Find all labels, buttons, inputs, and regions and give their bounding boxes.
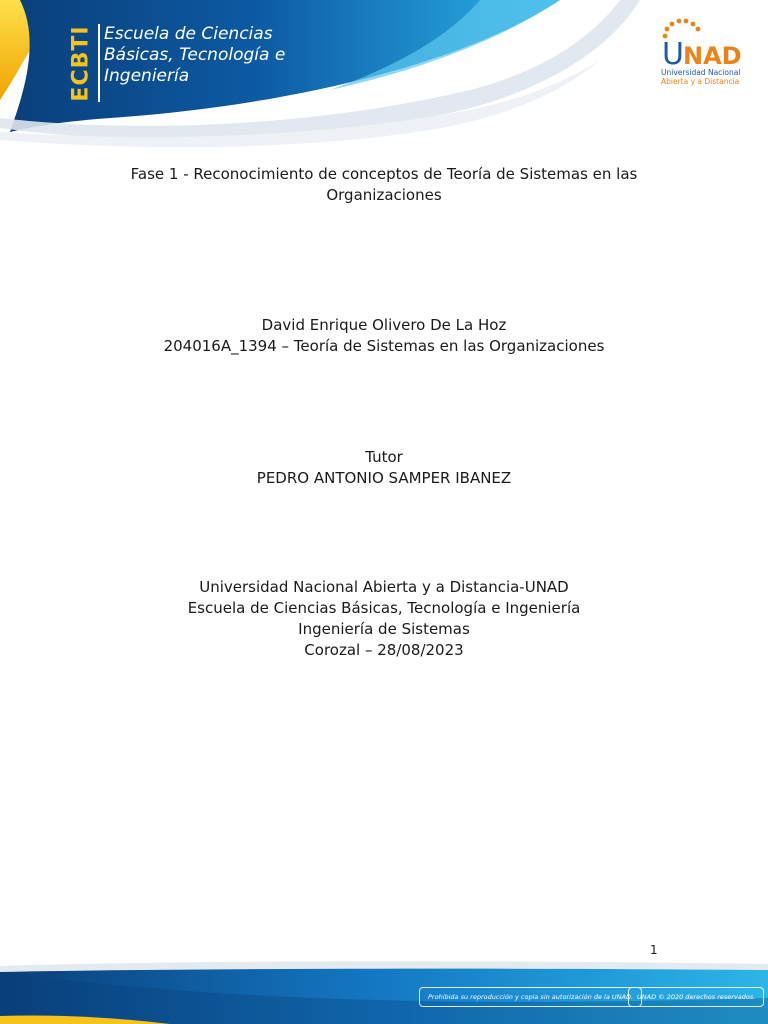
unad-logo-nad: NAD [683,42,742,70]
program-name: Ingeniería de Sistemas [298,620,470,638]
author-name: David Enrique Olivero De La Hoz [261,316,507,334]
footer-rights: UNAD © 2020 derechos reservados. [628,987,764,1007]
place-date: Corozal – 28/08/2023 [304,641,464,659]
school-line-3: Ingeniería [104,66,190,86]
tutor-name: PEDRO ANTONIO SAMPER IBANEZ [256,469,512,487]
tutor-block [0,447,768,489]
unad-logo-caption [661,68,740,86]
school-line-2: Básicas, Tecnología e [104,45,286,65]
tutor-label: Tutor [365,448,403,466]
school-line-1: Escuela de Ciencias [104,24,273,44]
unad-sub-line-1: Universidad Nacional [661,68,741,77]
header-divider [98,24,100,102]
university-name: Universidad Nacional Abierta y a Distancia-UNAD [199,578,569,596]
footer-copy-notice: Prohibida su reproducción y copia sin autorización de la UNAD. [419,987,642,1007]
page-number: 1 [650,943,658,957]
title-line-1: Fase 1 - Reconocimiento de conceptos de Teoría de Sistemas en las [130,165,638,183]
document-title [0,164,768,206]
school-name [104,24,285,87]
course-name: 204016A_1394 – Teoría de Sistemas en las Organizaciones [163,337,605,355]
school-full-name: Escuela de Ciencias Básicas, Tecnología e Ingeniería [187,599,581,617]
institution-block [0,577,768,661]
ecbti-acronym: ECBTI [68,24,94,102]
title-line-2: Organizaciones [326,186,442,204]
unad-sub-line-2: Abierta y a Distancia [661,77,740,86]
unad-logo-u: U [662,37,684,72]
author-block [0,315,768,357]
